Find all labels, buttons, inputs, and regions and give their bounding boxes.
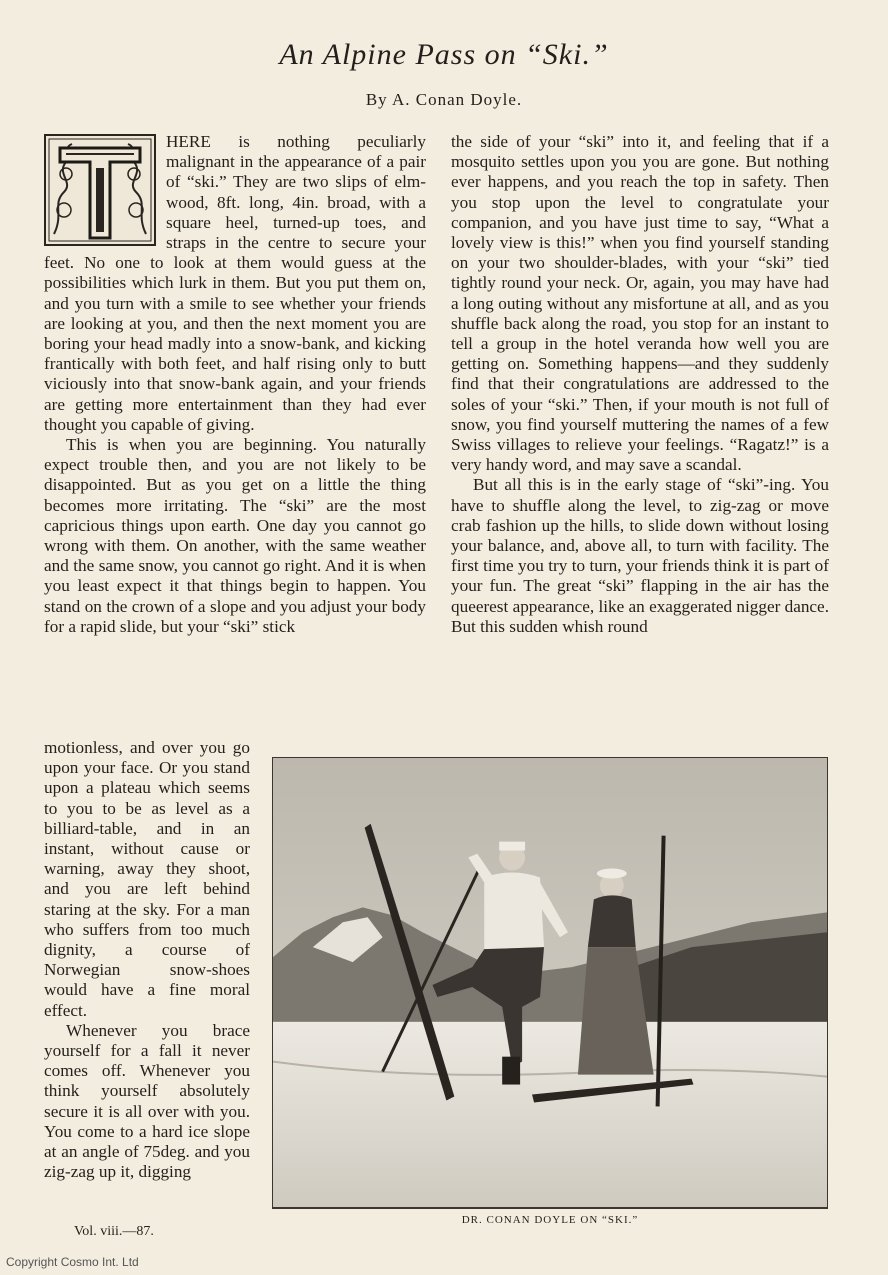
column-left-top (44, 132, 426, 637)
photo-caption: DR. CONAN DOYLE ON “SKI.” (461, 1214, 639, 1226)
article-title: An Alpine Pass on “Ski.” (279, 38, 609, 71)
paragraph-2: This is when you are beginning. You naturally expect trouble then, and you are not likely to be disappointed. But as you get on a little the thing becomes more irritating. The “ski” are the most capricious things upon earth. One day you cannot go wrong with them. On another, with the same weather and the same snow, you cannot go right. And it is when you least expect it that things begin to happen. You stand on the crown of a slope and you adjust your body for a rapid slide, but your “ski” stick (44, 435, 426, 636)
paragraph-1: HERE is nothing peculiarly malignant in the appearance of a pair of “ski.” They are two slips of elm-wood, 8ft. long, 4in. broad, with a square heel, turned-up toes, and straps in the centre to secure your feet. No one to look at them would guess at the possibilities which lurk in them. But you put them on, and you turn with a smile to see whether your friends are looking at you, and then the next moment you are boring your head madly into a snow-bank, and kicking frantically with both feet, and half rising only to butt viciously into that snow-bank again, and your friends are getting more entertainment than they had ever thought you capable of giving. (44, 132, 426, 434)
paragraph-4: But all this is in the early stage of “ski”-ing. You have to shuffle along the level, to zig-zag or move crab fashion up the hills, to slide down without losing your balance, and, above all, to turn with facility. The first time you try to turn, your friends think it is part of your fun. The great “ski” flapping in the air has the queerest appearance, like an exaggerated nigger dance. But this sudden whish round (451, 475, 829, 636)
page-folio: Vol. viii.—87. (74, 1224, 154, 1239)
column-right-top (451, 132, 829, 637)
paragraph-2-continued: motionless, and over you go upon your face. Or you stand upon a plateau which seems to you to be as level as a billiard-table, and in an instant, without cause or warning, away they shoot, and you are left behind staring at the sky. For a man who suffers from too much dignity, a course of Norwegian snow-shoes would have a fine moral effect. (44, 738, 250, 1020)
paragraph-3: Whenever you brace yourself for a fall it never comes off. Whenever you think yourself absolutely secure it is all over with you. You come to a hard ice slope at an angle of 75deg. and you zig-zag up it, digging (44, 1020, 250, 1182)
article-byline: By A. Conan Doyle. (365, 90, 523, 109)
skiing-photograph (272, 757, 828, 1209)
column-left-bottom (44, 738, 250, 1182)
paragraph-3-continued: the side of your “ski” into it, and feeling that if a mosquito settles upon you you are gone. But nothing ever happens, and you reach the top in safety. Then you stop upon the level to congratulate your companion, and you have just time to say, “What a lovely view is this!” when you find yourself standing on your two shoulder-blades, with your “ski” tied tightly round your neck. Or, again, you may have had a long outing without any misfortune at all, and as you shuffle back along the road, you stop for an instant to tell a group in the hotel veranda how well you are getting on. Something happens—and they suddenly find that their congratulations are addressed to the soles of your “ski.” Then, if your mouth is not full of snow, you find yourself muttering the names of a few Swiss villages to relieve your feelings. “Ragatz!” is a very handy word, and may save a scandal. (451, 132, 829, 475)
photo-snowfield (273, 1022, 827, 1208)
copyright-notice: Copyright Cosmo Int. Ltd (6, 1255, 139, 1269)
drop-cap-t-illustration (44, 134, 156, 246)
